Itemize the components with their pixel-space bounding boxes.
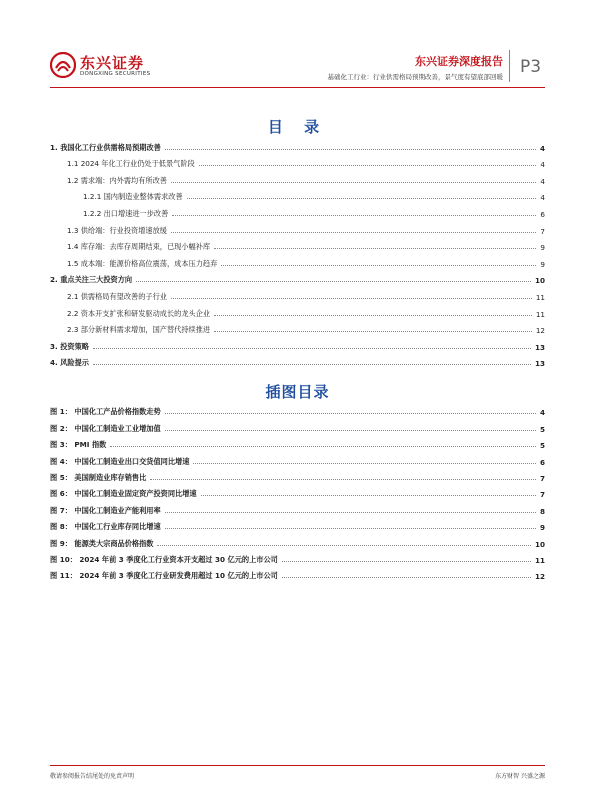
- dot-leader: [110, 446, 536, 447]
- logo-text-cn: 东兴证券: [80, 54, 145, 72]
- entry-label: 1.5 成本端：能源价格高位震荡，成本压力趋弃: [67, 258, 218, 268]
- figure-entry[interactable]: [50, 532, 545, 548]
- footer-disclaimer: 敬请参阅报告结尾处的免责声明: [50, 773, 135, 780]
- toc-entry[interactable]: [50, 169, 545, 186]
- entry-label: 图 10： 2024 年前 3 季度化工行业资本开支超过 30 亿元的上市公司: [50, 554, 278, 564]
- dot-leader: [193, 463, 536, 464]
- entry-label: 4. 风险提示: [50, 358, 89, 368]
- entry-page-number: 8: [539, 506, 545, 516]
- entry-label: 2.1 供需格局有望改善的子行业: [67, 291, 167, 301]
- entry-label: 1.1 2024 年化工行业仍处于低景气阶段: [67, 159, 195, 169]
- toc-entry[interactable]: [50, 202, 545, 219]
- toc-title: 目 录: [267, 118, 328, 136]
- entry-page-number: 4: [540, 193, 545, 203]
- toc-entry[interactable]: [50, 335, 545, 352]
- entry-page-number: 4: [540, 160, 545, 170]
- dot-leader: [214, 331, 532, 332]
- entry-label: 1.2 需求端：内外需均有所改善: [67, 175, 167, 185]
- dot-leader: [282, 577, 531, 578]
- entry-page-number: 4: [539, 143, 545, 153]
- entry-label: 图 6： 中国化工制造业固定资产投资同比增速: [50, 489, 197, 499]
- entry-page-number: 7: [539, 490, 545, 500]
- dot-leader: [171, 182, 536, 183]
- entry-page-number: 7: [539, 473, 545, 483]
- entry-page-number: 12: [535, 326, 545, 336]
- entry-label: 2.3 部分新材料需求增加，国产替代持续推进: [67, 325, 211, 335]
- figure-entry[interactable]: [50, 450, 545, 466]
- toc-entry[interactable]: [50, 219, 545, 236]
- footer-rule: [50, 765, 545, 766]
- dot-leader: [282, 561, 531, 562]
- dot-leader: [171, 232, 536, 233]
- entry-label: 2.2 资本开支扩张和研发驱动成长的龙头企业: [67, 308, 211, 318]
- toc-entry[interactable]: [50, 252, 545, 269]
- dot-leader: [187, 198, 537, 199]
- header-rule: [50, 87, 545, 88]
- header-divider: [509, 50, 510, 82]
- figure-entry[interactable]: [50, 549, 545, 565]
- entry-page-number: 7: [540, 226, 545, 236]
- figure-entry[interactable]: [50, 467, 545, 483]
- toc-entry[interactable]: [50, 302, 545, 319]
- entry-label: 图 1： 中国化工产品价格指数走势: [50, 407, 161, 417]
- dot-leader: [93, 348, 531, 349]
- entry-label: 2. 重点关注三大投资方向: [50, 275, 133, 285]
- toc-entry[interactable]: [50, 136, 545, 153]
- entry-page-number: 11: [535, 292, 545, 302]
- toc-entry[interactable]: [50, 186, 545, 203]
- dot-leader: [165, 512, 536, 513]
- entry-page-number: 13: [534, 359, 545, 369]
- page-number: P3: [520, 57, 542, 77]
- figure-entry[interactable]: [50, 565, 545, 581]
- figure-entry[interactable]: [50, 499, 545, 515]
- entry-label: 图 3： PMI 指数: [50, 440, 107, 450]
- entry-label: 图 2： 中国化工制造业工业增加值: [50, 423, 161, 433]
- toc-entry[interactable]: [50, 236, 545, 253]
- dot-leader: [221, 265, 536, 266]
- entry-page-number: 10: [534, 276, 545, 286]
- entry-label: 图 8： 中国化工行业库存同比增速: [50, 522, 161, 532]
- entry-page-number: 6: [539, 457, 545, 467]
- entry-page-number: 4: [540, 176, 545, 186]
- dot-leader: [165, 149, 536, 150]
- toc-entry[interactable]: [50, 319, 545, 336]
- entry-label: 1.2.1 国内制造业整体需求改善: [83, 192, 183, 202]
- entry-label: 图 5： 美国制造业库存销售比: [50, 472, 147, 482]
- entry-page-number: 4: [539, 408, 545, 418]
- entry-label: 图 7： 中国化工制造业产能利用率: [50, 505, 161, 515]
- dot-leader: [150, 479, 536, 480]
- entry-label: 图 4： 中国化工制造业出口交货值同比增速: [50, 456, 190, 466]
- toc-list: [50, 136, 545, 368]
- dot-leader: [136, 281, 531, 282]
- toc-entry[interactable]: [50, 153, 545, 170]
- toc-entry[interactable]: [50, 269, 545, 286]
- report-subtitle: 基础化工行业：行业供需格局预期改善，景气度有望底部回暖: [327, 73, 503, 81]
- entry-label: 图 9： 能源类大宗商品价格指数: [50, 538, 154, 548]
- dot-leader: [171, 298, 532, 299]
- entry-label: 1.2.2 出口增速进一步改善: [83, 208, 169, 218]
- entry-page-number: 5: [539, 441, 545, 451]
- figure-entry[interactable]: [50, 434, 545, 450]
- logo-text-en: DONGXING SECURITIES: [80, 71, 151, 77]
- figure-entry[interactable]: [50, 516, 545, 532]
- figure-entry[interactable]: [50, 483, 545, 499]
- entry-page-number: 9: [540, 259, 545, 269]
- entry-page-number: 6: [540, 209, 545, 219]
- dot-leader: [157, 545, 531, 546]
- company-logo: [50, 50, 170, 84]
- figure-entry[interactable]: [50, 417, 545, 433]
- entry-page-number: 11: [534, 555, 545, 565]
- entry-page-number: 9: [539, 523, 545, 533]
- entry-page-number: 9: [540, 243, 545, 253]
- toc-entry[interactable]: [50, 352, 545, 369]
- entry-page-number: 12: [534, 572, 545, 582]
- dot-leader: [165, 413, 536, 414]
- dot-leader: [165, 528, 536, 529]
- entry-label: 1. 我国化工行业供需格局预期改善: [50, 142, 161, 152]
- entry-label: 3. 投资策略: [50, 341, 89, 351]
- logo-mark-icon: [50, 52, 76, 78]
- report-type: 东兴证券深度报告: [415, 55, 503, 68]
- dot-leader: [214, 315, 532, 316]
- dot-leader: [214, 248, 536, 249]
- entry-label: 图 11： 2024 年前 3 季度化工行业研发费用超过 10 亿元的上市公司: [50, 571, 278, 581]
- entry-page-number: 11: [535, 309, 545, 319]
- figure-entry[interactable]: [50, 401, 545, 417]
- dot-leader: [172, 215, 536, 216]
- dot-leader: [93, 364, 531, 365]
- figure-list: [50, 401, 545, 581]
- footer-slogan: 东方财智 兴盛之源: [495, 773, 545, 780]
- entry-page-number: 5: [539, 424, 545, 434]
- figure-list-title: 插图目录: [265, 383, 330, 401]
- entry-label: 1.4 库存端：去库存周期结束，已现小幅补库: [67, 242, 211, 252]
- dot-leader: [201, 495, 536, 496]
- dot-leader: [199, 165, 537, 166]
- entry-page-number: 13: [534, 342, 545, 352]
- entry-page-number: 10: [534, 539, 545, 549]
- dot-leader: [165, 430, 536, 431]
- toc-entry[interactable]: [50, 285, 545, 302]
- entry-label: 1.3 供给端：行业投资增速放缓: [67, 225, 167, 235]
